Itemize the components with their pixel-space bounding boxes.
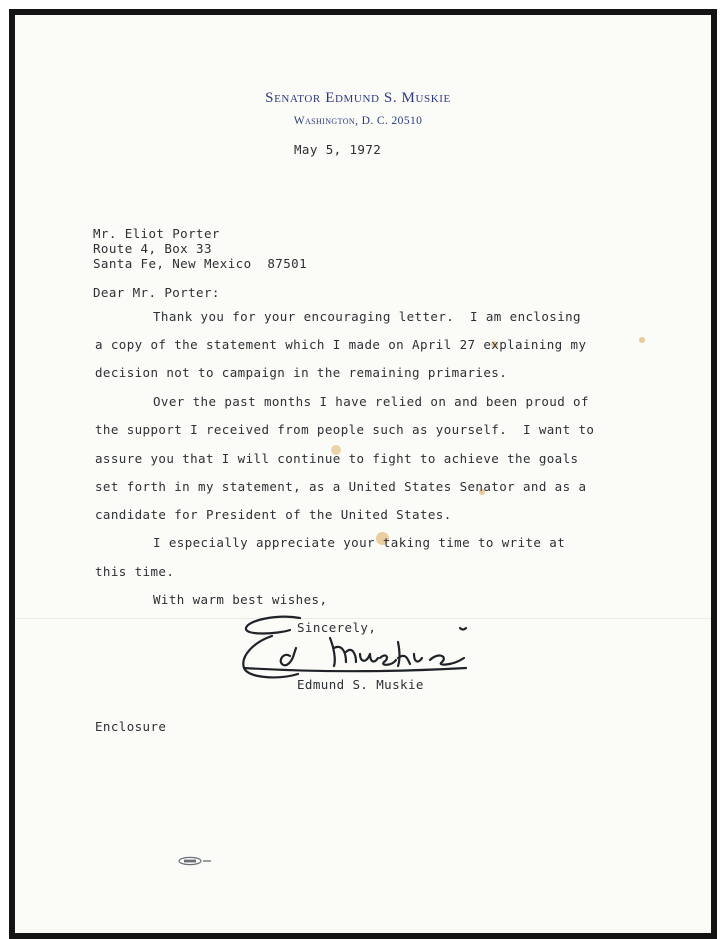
body-line: candidate for President of the United States. [95, 507, 452, 522]
recipient-address-line2: Santa Fe, New Mexico 87501 [93, 256, 307, 271]
body-line: I especially appreciate your taking time to write at [153, 535, 566, 550]
closing-wishes: With warm best wishes, [153, 592, 328, 607]
letterhead-zip: 20510 [391, 115, 423, 127]
body-line: set forth in my statement, as a United States Senator and as a [95, 479, 587, 494]
body-line: this time. [95, 564, 175, 579]
enclosure-note: Enclosure [95, 719, 167, 734]
body-line: decision not to campaign in the remaining primaries. [95, 365, 508, 380]
letterhead-city [0, 115, 716, 127]
stain-mark [639, 337, 645, 343]
letterhead-city-state: Washington, D. C. [293, 115, 389, 127]
letter-date: May 5, 1972 [294, 142, 382, 157]
recipient-name: Mr. Eliot Porter [93, 226, 220, 241]
salutation: Dear Mr. Porter: [93, 285, 220, 300]
letterhead-name: Senator Edmund S. Muskie [265, 90, 451, 106]
union-label-icon [178, 856, 212, 866]
typed-signature-name: Edmund S. Muskie [297, 677, 424, 692]
closing-sincerely: Sincerely, [297, 620, 377, 635]
body-line: the support I received from people such as yourself. I want to [95, 422, 595, 437]
body-line: Thank you for your encouraging letter. I am enclosing [153, 309, 581, 324]
body-line: Over the past months I have relied on and been proud of [153, 394, 589, 409]
recipient-address-line1: Route 4, Box 33 [93, 241, 212, 256]
body-line: a copy of the statement which I made on April 27 explaining my [95, 337, 587, 352]
body-line: assure you that I will continue to fight to achieve the goals [95, 451, 579, 466]
